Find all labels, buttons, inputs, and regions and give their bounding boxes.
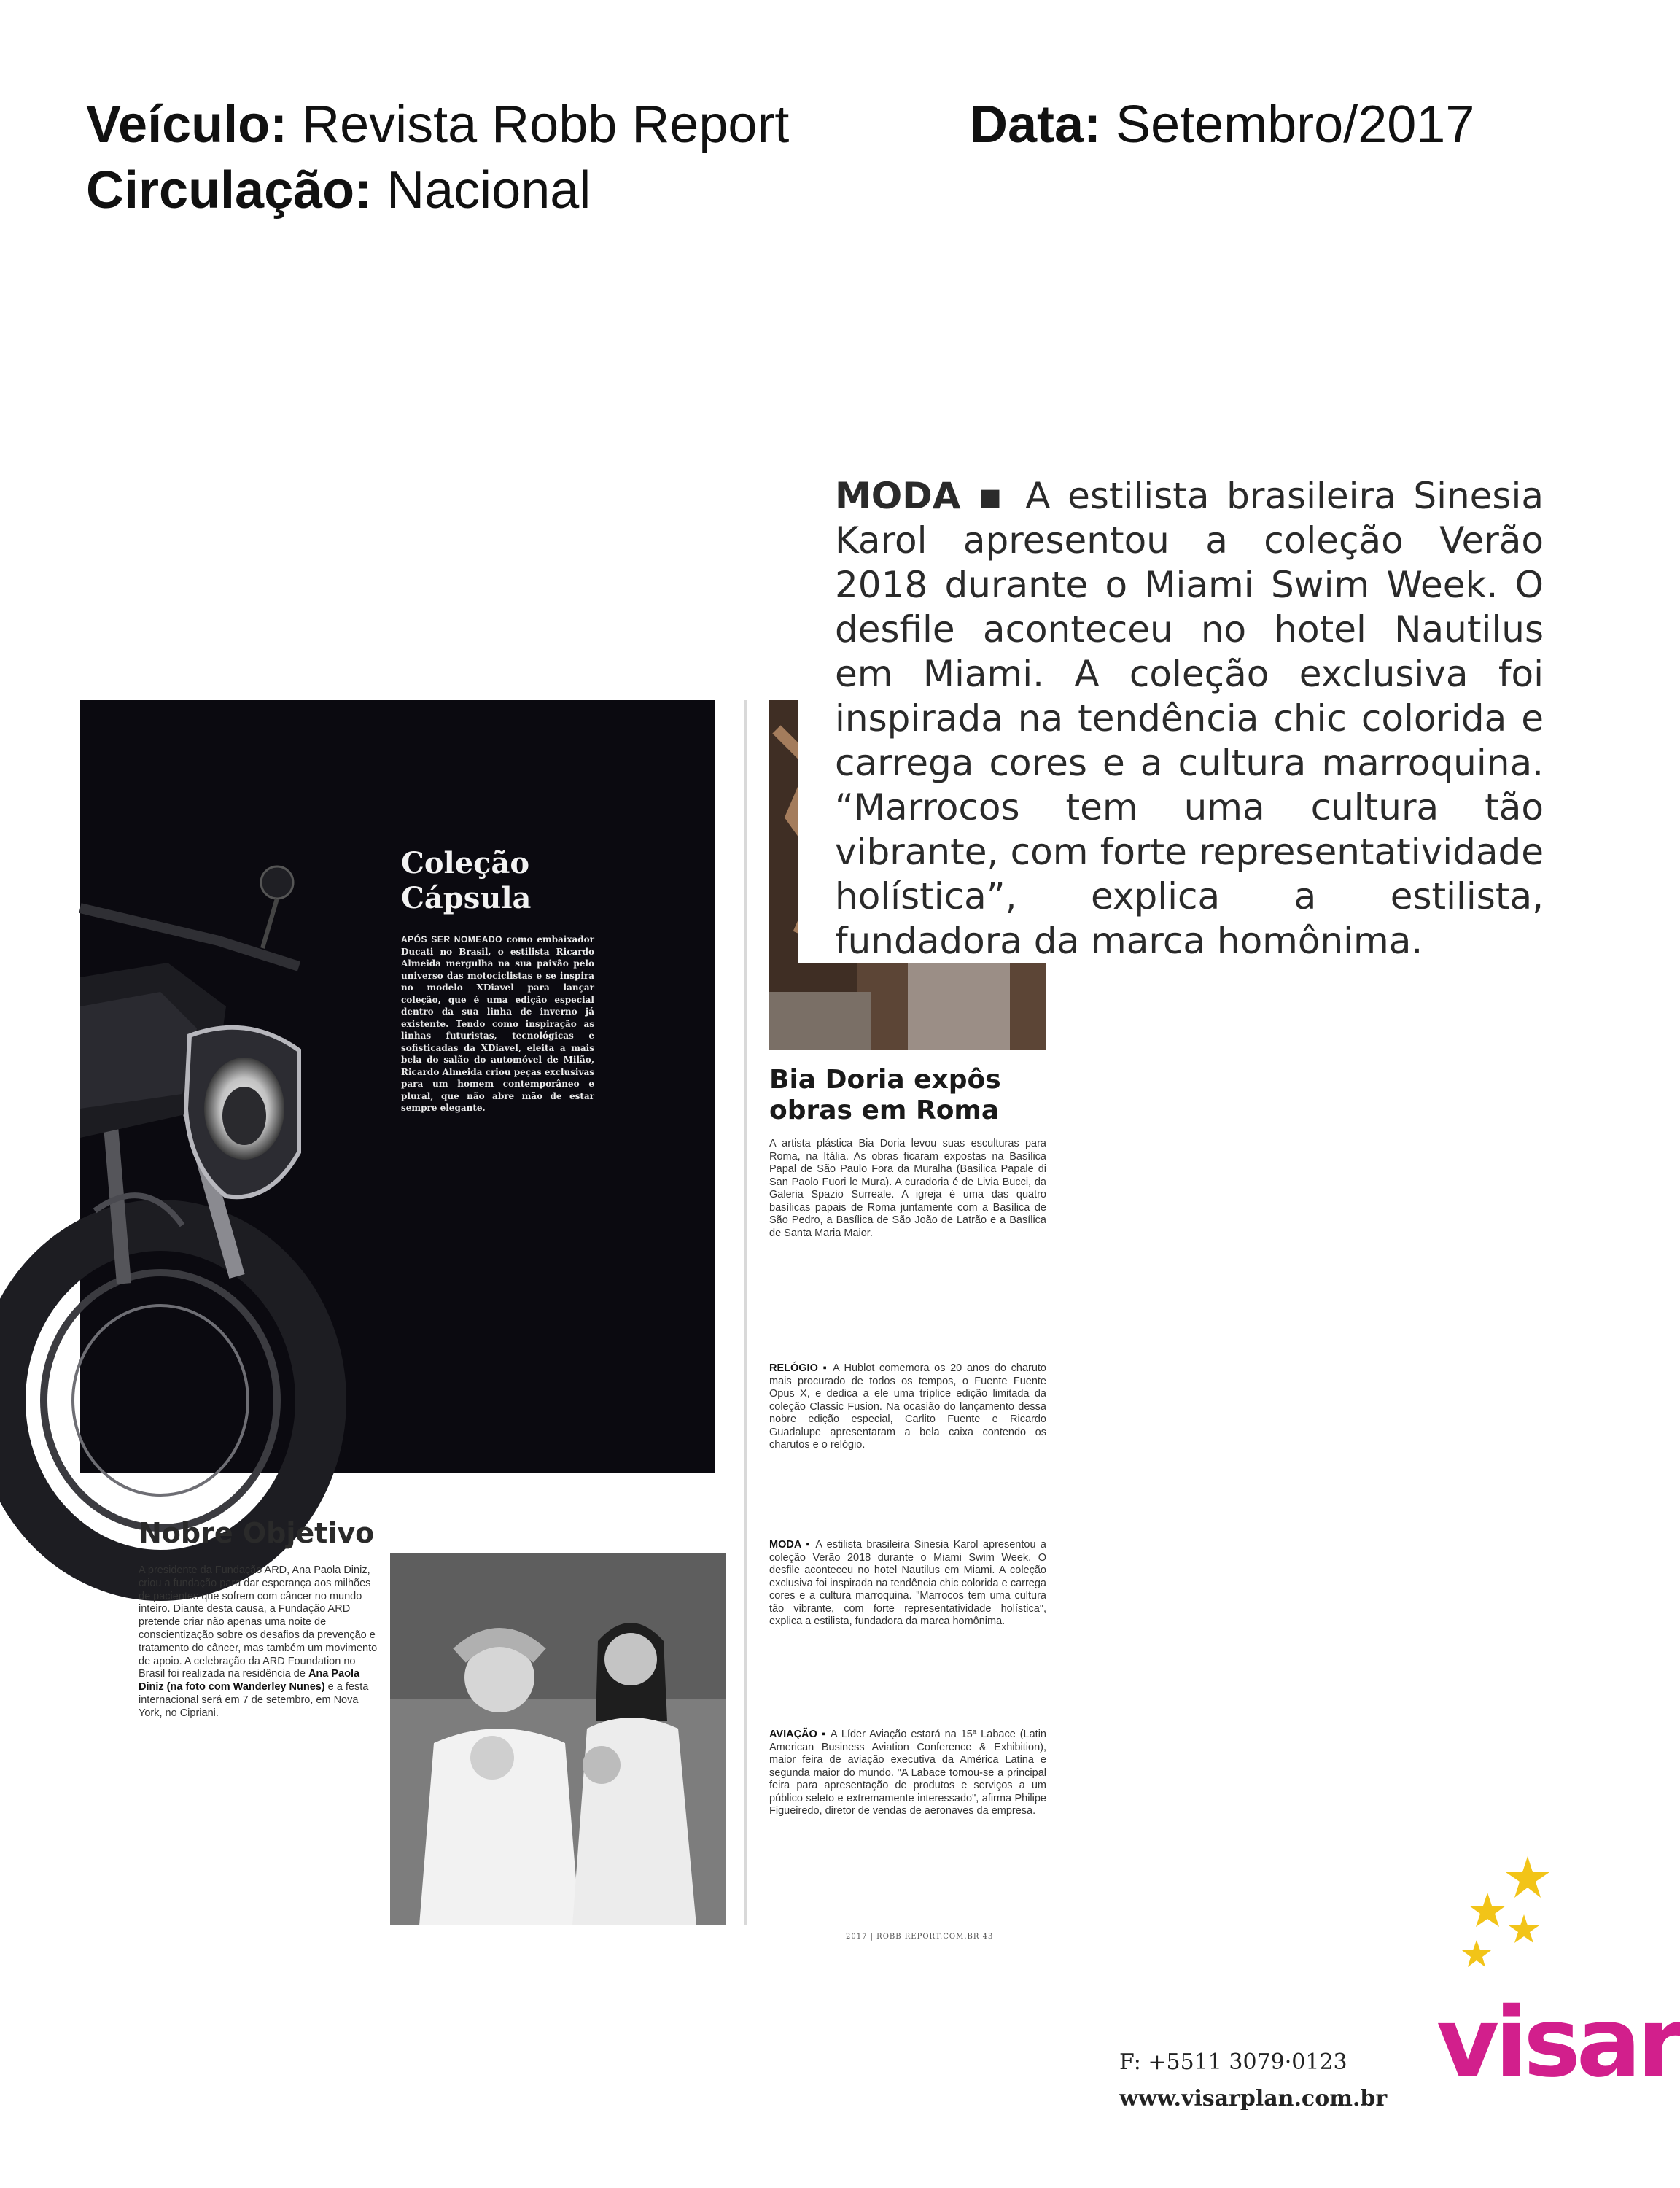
circulacao-label: Circulação: bbox=[86, 161, 373, 220]
aviacao-label: AVIAÇÃO ▪ bbox=[769, 1729, 827, 1740]
moda-small-label: MODA ▪ bbox=[769, 1539, 812, 1551]
aviacao-body: A Líder Aviação estará na 15ª Labace (Latin American Business Aviation Conference & Exhibition), maior feira de aviação executiva da América Latina e segunda maior do mundo. "A Labace tornou-se a principal feira para apresentação de produtos e serviços a um público seleto e extremamente interessado", afirma Philipe Figueiredo, diretor de vendas de aeronaves da empresa. bbox=[769, 1729, 1046, 1817]
capsula-text: como embaixador Ducati no Brasil, o estilista Ricardo Almeida mergulha na sua paixão pelo universo das motociclistas e se inspira no modelo XDiavel para lançar coleção, que é uma edição especial dentro da sua linha de inverno já existente. Tendo como inspiração as linhas futuristas, tecnológicas e sofisticadas da XDiavel, eleita a mais bela do salão do automóvel de Milão, Ricardo Almeida criou peças exclusivas para um homem contemporâneo e plural, que não abre mão de estar sempre elegante. bbox=[401, 934, 594, 1113]
nobre-body-end: e a festa internacional será em 7 de setembro, em Nova York, no Cipriani. bbox=[139, 1681, 369, 1719]
header-circulacao bbox=[86, 161, 591, 220]
visar-logo: visar bbox=[1436, 1987, 1680, 2099]
data-label: Data: bbox=[970, 96, 1102, 154]
nobre-body bbox=[139, 1564, 379, 1720]
capsula-title-line2: Cápsula bbox=[401, 881, 532, 915]
column-divider bbox=[744, 700, 747, 1925]
aviacao-article bbox=[769, 1729, 1046, 1818]
bia-title: Bia Doria expôs obras em Roma bbox=[769, 1065, 1001, 1125]
moda-highlight-box bbox=[798, 459, 1557, 963]
nobre-photo bbox=[390, 1553, 726, 1925]
relogio-label: RELÓGIO ▪ bbox=[769, 1362, 829, 1374]
header-veiculo bbox=[86, 96, 790, 154]
capsula-title bbox=[401, 846, 605, 916]
moda-highlight-text bbox=[835, 474, 1544, 963]
moda-highlight-body: A estilista brasileira Sinesia Karol apresentou a coleção Verão 2018 durante o Miami Swim Week. O desfile aconteceu no hotel Nautilus em Miami. A coleção exclusiva foi inspirada na tendência chic colorida e carrega cores e a cultura marroquina. “Marrocos tem uma cultura tão vibrante, com forte representatividade holística”, explica a estilista, fundadora da marca homônima. bbox=[835, 475, 1544, 962]
people-illustration bbox=[390, 1553, 726, 1925]
moda-highlight-bullet: ▪ bbox=[960, 475, 1026, 517]
circulacao-value: Nacional bbox=[372, 161, 591, 220]
moda-small-body: A estilista brasileira Sinesia Karol apresentou a coleção Verão 2018 durante o Miami Swim Week. O desfile aconteceu no hotel Nautilus em Miami. A coleção exclusiva foi inspirada na tendência chic colorida e carrega cores e a cultura marroquina. "Marrocos tem uma cultura tão vibrante, com forte representatividade holística", explica a estilista, fundadora da marca homônima. bbox=[769, 1539, 1046, 1627]
page-folio: 2017 | ROBB REPORT.COM.BR 43 bbox=[846, 1933, 994, 1941]
capsula-body bbox=[401, 934, 594, 1114]
nobre-title: Nobre Objetivo bbox=[139, 1517, 375, 1549]
relogio-body: A Hublot comemora os 20 anos do charuto mais procurado de todos os tempos, o Fuente Fuente Opus X, e dedica a ele uma tríplice edição limitada da coleção Classic Fusion. Na ocasião do lançamento dessa nobre edição especial, Carlito Fuente e Ricardo Guadalupe apresentaram a bela caixa contendo os charutos e o relógio. bbox=[769, 1362, 1046, 1451]
nobre-body-start: A presidente da Fundação ARD, Ana Paola Diniz, criou a fundação para dar esperança aos milhões de pacientes que sofrem com câncer no mundo inteiro. Diante desta causa, a Fundação ARD pretende criar não apenas uma noite de conscientização sobre os desafios da prevenção e tratamento do câncer, mas também um movimento de apoio. A celebração da ARD Foundation no Brasil foi realizada na residência de bbox=[139, 1564, 378, 1680]
moda-article-small bbox=[769, 1539, 1046, 1629]
contact-phone: F: +5511 3079·0123 bbox=[1119, 2049, 1348, 2075]
motorcycle-illustration bbox=[80, 700, 715, 1473]
contact-website: www.visarplan.com.br bbox=[1119, 2086, 1388, 2111]
motorcycle-photo bbox=[80, 700, 715, 1473]
data-value: Setembro/2017 bbox=[1101, 96, 1475, 154]
veiculo-label: Veículo: bbox=[86, 96, 288, 154]
header-data bbox=[970, 96, 1475, 154]
logo-stars-icon bbox=[1447, 1853, 1564, 1998]
capsula-lead: APÓS SER NOMEADO bbox=[401, 934, 502, 944]
moda-highlight-label: MODA bbox=[835, 475, 961, 517]
bia-body: A artista plástica Bia Doria levou suas esculturas para Roma, na Itália. As obras ficaram expostas na Basílica Papal de São Paulo Fora da Muralha (Basilica Papale di San Paolo Fuori le Mura). A curadoria é de Livia Bucci, da Galeria Spazio Surreale. A igreja é uma das quatro basílicas papais de Roma juntamente com a Basílica de São Pedro, a Basílica de São João de Latrão e a Basílica de Santa Maria Maior. bbox=[769, 1138, 1046, 1239]
capsula-title-line1: Coleção bbox=[401, 846, 530, 880]
nobre-body-bold: Ana Paola Diniz (na foto com Wanderley Nunes) bbox=[139, 1668, 360, 1694]
veiculo-value: Revista Robb Report bbox=[287, 96, 790, 154]
relogio-article bbox=[769, 1362, 1046, 1452]
